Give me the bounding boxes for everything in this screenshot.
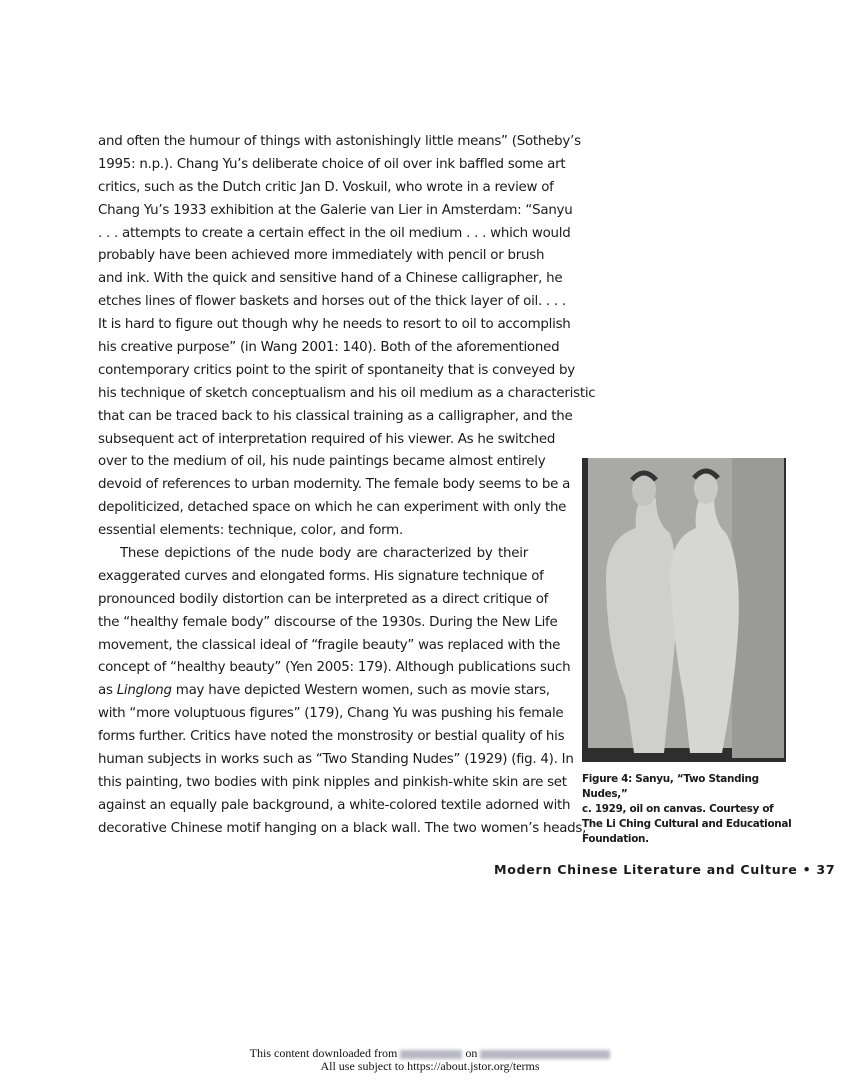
figure-caption: [582, 772, 792, 847]
text-line: this painting, two bodies with pink nipples and pinkish-white skin are set: [98, 774, 567, 790]
text-line: concept of “healthy beauty” (Yen 2005: 179). Although publications such: [98, 660, 571, 676]
redacted-ip: [400, 1050, 462, 1059]
text-line: that can be traced back to his classical training as a calligrapher, and the: [98, 408, 573, 424]
text-line: as Linglong may have depicted Western women, such as movie stars,: [98, 683, 550, 699]
download-on-text: on: [465, 1046, 478, 1060]
text-line: and often the humour of things with astonishingly little means” (Sotheby’s: [98, 134, 581, 149]
caption-line: The Li Ching Cultural and Educational: [582, 818, 792, 830]
text-line: Chang Yu’s 1933 exhibition at the Galerie van Lier in Amsterdam: “Sanyu: [98, 202, 573, 218]
caption-line: Foundation.: [582, 833, 649, 845]
running-footer-page-number: Modern Chinese Literature and Culture • 37: [494, 862, 836, 877]
text-line: and ink. With the quick and sensitive hand of a Chinese calligrapher, he: [98, 271, 563, 287]
text-line: the “healthy female body” discourse of the 1930s. During the New Life: [98, 614, 558, 630]
download-text: This content downloaded from: [249, 1046, 398, 1060]
body-text: [98, 131, 596, 841]
text-line: exaggerated curves and elongated forms. His signature technique of: [98, 568, 544, 584]
text-line: his creative purpose” (in Wang 2001: 140). Both of the aforementioned: [98, 340, 560, 356]
text-line: It is hard to figure out though why he needs to resort to oil to accomplish: [98, 317, 571, 333]
text-line: against an equally pale background, a white-colored textile adorned with: [98, 797, 571, 813]
terms-text: All use subject to https://about.jstor.org/terms: [320, 1059, 540, 1073]
jstor-download-notice: [0, 1047, 860, 1073]
text-line: depoliticized, detached space on which he can experiment with only the: [98, 500, 567, 516]
text-line: 1995: n.p.). Chang Yu’s deliberate choice of oil over ink baffled some art: [98, 156, 566, 172]
text-line: essential elements: technique, color, and form.: [98, 523, 403, 539]
text-line: . . . attempts to create a certain effect in the oil medium . . . which would: [98, 225, 571, 241]
text-line: subsequent act of interpretation required of his viewer. As he switched: [98, 431, 556, 447]
text-line: forms further. Critics have noted the monstrosity or bestial quality of his: [98, 729, 565, 745]
text-line: human subjects in works such as “Two Standing Nudes” (1929) (fig. 4). In: [98, 752, 574, 768]
text-line: critics, such as the Dutch critic Jan D. Voskuil, who wrote in a review of: [98, 179, 554, 195]
text-line: his technique of sketch conceptualism and his oil medium as a characteristic: [98, 385, 596, 401]
text-line: with “more voluptuous figures” (179), Chang Yu was pushing his female: [98, 706, 564, 722]
text-line: movement, the classical ideal of “fragile beauty” was replaced with the: [98, 637, 561, 653]
text-line: probably have been achieved more immediately with pencil or brush: [98, 248, 545, 264]
text-line: contemporary critics point to the spirit of spontaneity that is conveyed by: [98, 362, 575, 378]
text-line: over to the medium of oil, his nude paintings became almost entirely: [98, 454, 546, 470]
text-line: etches lines of flower baskets and horses out of the thick layer of oil. . . .: [98, 294, 567, 310]
caption-line: c. 1929, oil on canvas. Courtesy of: [582, 803, 774, 815]
text-line: devoid of references to urban modernity. The female body seems to be a: [98, 477, 571, 493]
italic-title: Linglong: [116, 683, 172, 699]
text-line: These depictions of the nude body are characterized by their: [120, 546, 528, 562]
caption-line: Figure 4: Sanyu, “Two Standing Nudes,”: [582, 773, 759, 800]
painting-image: [582, 458, 786, 762]
text-line: decorative Chinese motif hanging on a black wall. The two women’s heads,: [98, 820, 587, 836]
figure-painting-two-standing-nudes: [582, 458, 786, 762]
text-line: pronounced bodily distortion can be interpreted as a direct critique of: [98, 591, 549, 607]
redacted-date: [480, 1050, 610, 1059]
